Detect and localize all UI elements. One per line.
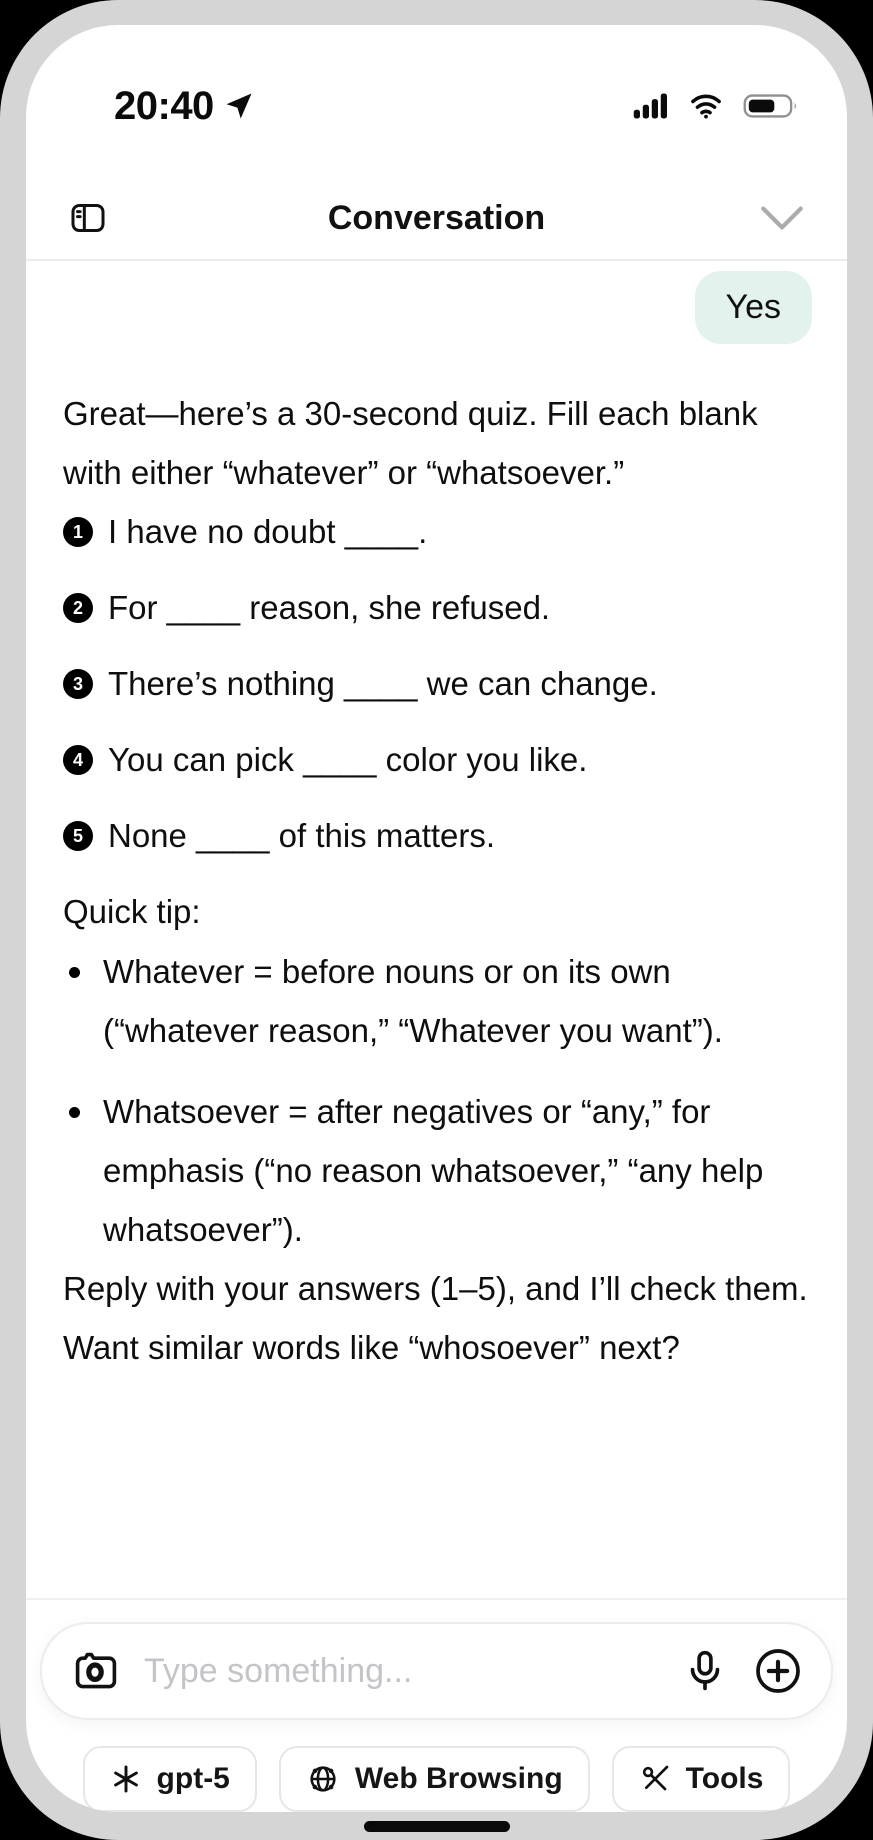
add-attachment-button[interactable] xyxy=(753,1646,803,1696)
composer xyxy=(40,1622,833,1720)
list-number-badge: 3 xyxy=(63,669,93,699)
sidebar-toggle-button[interactable] xyxy=(66,198,110,238)
message-list xyxy=(26,261,847,1598)
list-number-badge: 2 xyxy=(63,593,93,623)
quiz-item-text: I have no doubt ____. xyxy=(108,513,428,551)
tip-item xyxy=(63,942,810,1060)
collapse-conversation-button[interactable] xyxy=(757,202,807,234)
tip-text: Whatever = before nouns or on its own (“whatever reason,” “Whatever you want”). xyxy=(103,952,723,1049)
assistant-intro: Great—here’s a 30-second quiz. Fill each blank with either “whatever” or “whatsoever.” xyxy=(63,395,758,492)
microphone-icon xyxy=(683,1647,727,1695)
tools-chip-label: Tools xyxy=(685,1762,764,1795)
bullet-icon xyxy=(69,1107,80,1118)
assistant-message xyxy=(63,384,810,1377)
quiz-item xyxy=(63,578,810,637)
list-number-badge: 5 xyxy=(63,821,93,851)
model-chip[interactable] xyxy=(83,1746,257,1812)
web-globe-icon xyxy=(306,1762,340,1796)
web-browsing-chip-label: Web Browsing xyxy=(354,1762,563,1795)
message-input[interactable] xyxy=(142,1651,663,1692)
list-number-badge: 4 xyxy=(63,745,93,775)
model-chip-label: gpt-5 xyxy=(156,1762,230,1795)
quiz-item xyxy=(63,502,810,561)
app-header xyxy=(26,177,847,261)
wifi-icon xyxy=(685,90,727,122)
page-title: Conversation xyxy=(327,198,546,237)
user-message-bubble: Yes xyxy=(695,271,812,344)
battery-icon xyxy=(743,92,801,120)
bullet-icon xyxy=(69,967,80,978)
list-number-badge: 1 xyxy=(63,517,93,547)
screen xyxy=(26,25,847,1812)
quiz-item xyxy=(63,730,810,789)
tip-heading: Quick tip: xyxy=(63,893,201,931)
tools-chip[interactable] xyxy=(612,1746,791,1812)
quiz-item xyxy=(63,654,810,713)
cellular-signal-icon xyxy=(631,91,669,121)
location-arrow-icon xyxy=(224,91,254,121)
chips-row xyxy=(40,1746,833,1812)
quiz-item-text: You can pick ____ color you like. xyxy=(108,741,588,779)
quiz-item-text: For ____ reason, she refused. xyxy=(108,589,551,627)
sidebar-panel-icon xyxy=(66,198,110,238)
microphone-button[interactable] xyxy=(683,1647,727,1695)
chevron-down-icon xyxy=(757,202,807,234)
tip-text: Whatsoever = after negatives or “any,” for emphasis (“no reason whatsoever,” “any help whatsoever”). xyxy=(103,1092,764,1248)
status-time: 20:40 xyxy=(114,83,214,128)
quiz-item-text: There’s nothing ____ we can change. xyxy=(108,665,658,703)
status-bar xyxy=(26,75,847,137)
quiz-item-text: None ____ of this matters. xyxy=(108,817,496,855)
tools-icon xyxy=(639,1763,671,1795)
asterisk-icon xyxy=(110,1763,142,1795)
quiz-item xyxy=(63,806,810,865)
camera-button[interactable] xyxy=(70,1647,122,1695)
camera-icon xyxy=(70,1647,122,1695)
assistant-closing: Reply with your answers (1–5), and I’ll check them. Want similar words like “whosoever” next? xyxy=(63,1269,808,1366)
composer-area xyxy=(26,1598,847,1812)
web-browsing-chip[interactable] xyxy=(279,1746,590,1812)
home-indicator[interactable] xyxy=(364,1821,510,1832)
tip-item xyxy=(63,1082,810,1259)
plus-circle-icon xyxy=(753,1646,803,1696)
